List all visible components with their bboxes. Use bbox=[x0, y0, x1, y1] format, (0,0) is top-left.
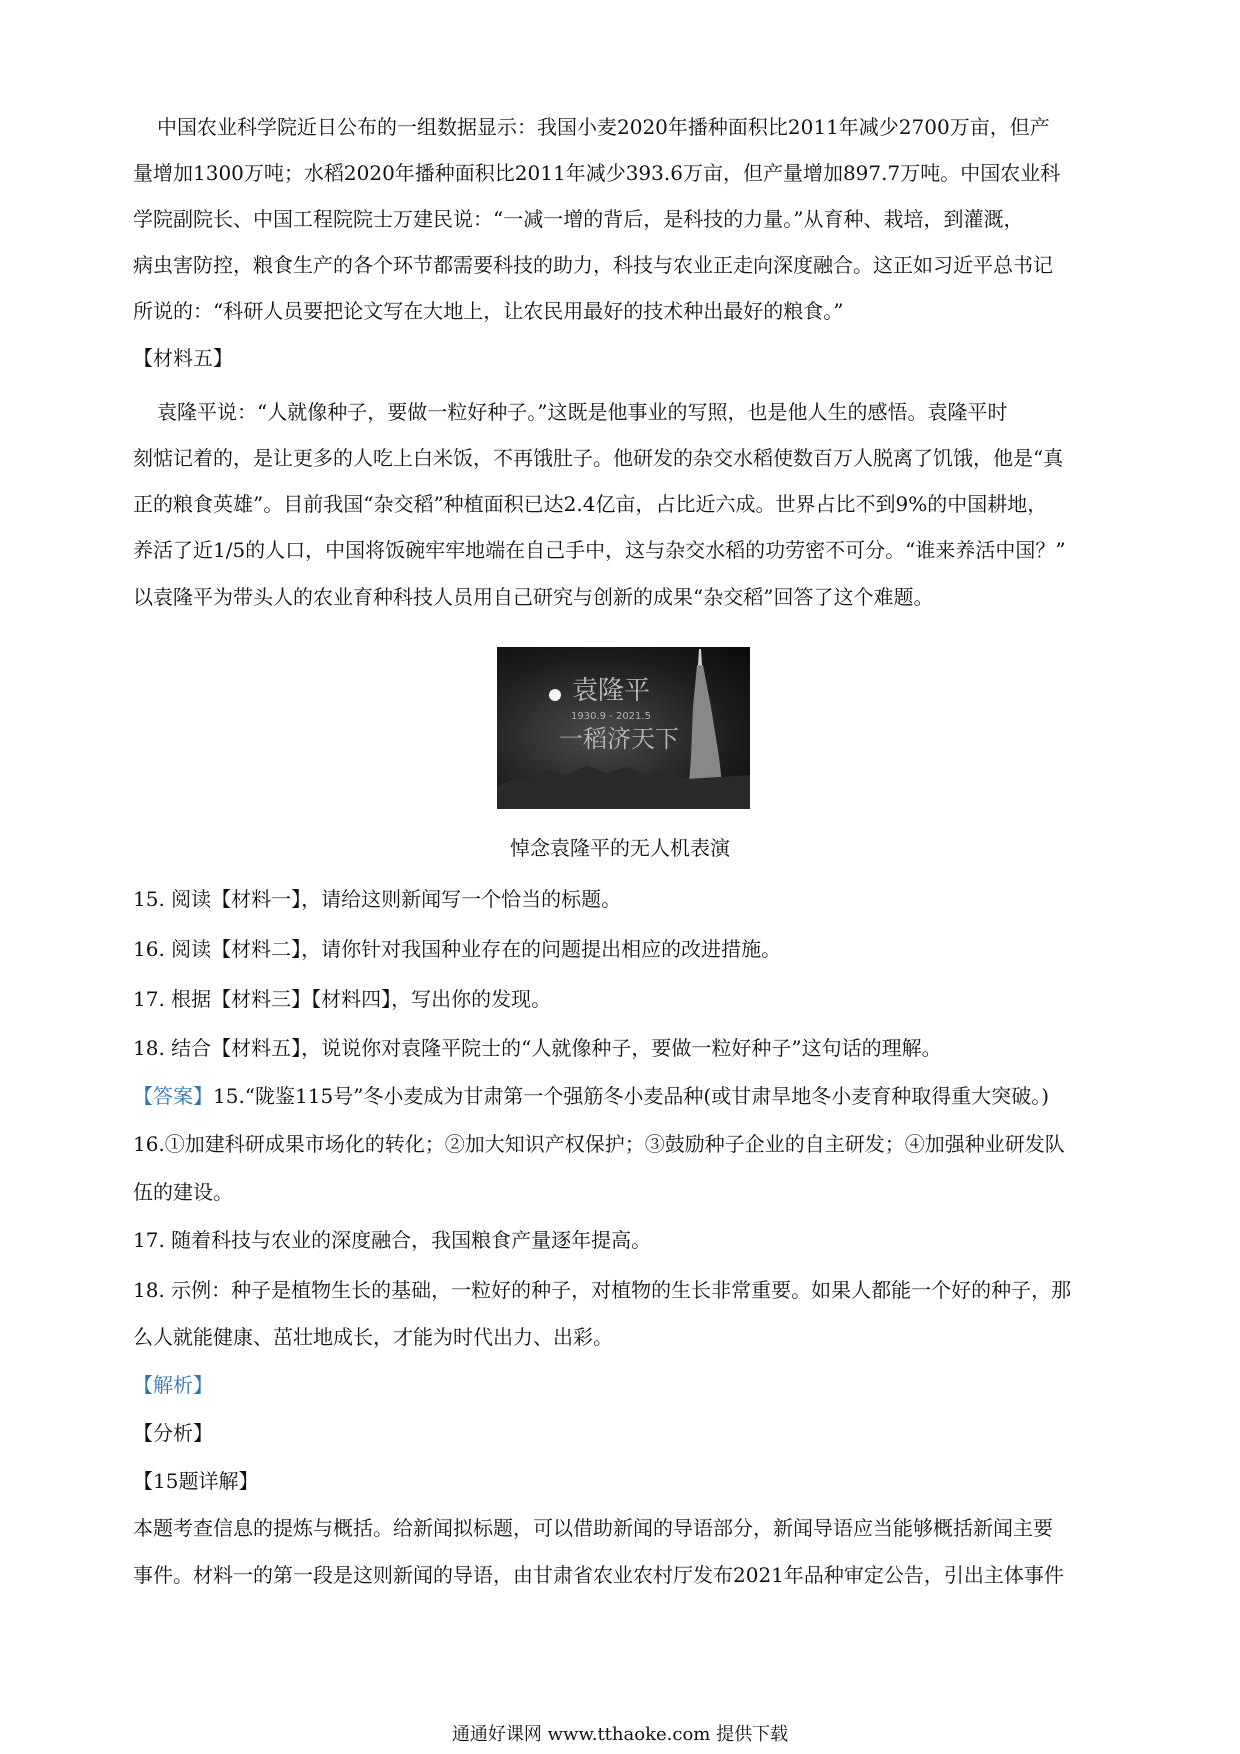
question-16: 16. 阅读【材料二】，请你针对我国种业存在的问题提出相应的改进措施。 bbox=[133, 937, 782, 961]
question-15: 15. 阅读【材料一】，请给这则新闻写一个恰当的标题。 bbox=[133, 887, 622, 911]
figure-caption: 悼念袁隆平的无人机表演 bbox=[510, 836, 730, 860]
material4-line-2: 量增加1300万吨；水稻2020年播种面积比2011年减少393.6万亩，但产量增加897.7万吨。中国农业科 bbox=[133, 161, 1061, 185]
moon-shape bbox=[549, 689, 561, 701]
detail-15-heading: 【15题详解】 bbox=[133, 1469, 259, 1493]
material5-line-1: 袁隆平说：“人就像种子，要做一粒好种子。”这既是他事业的写照，也是他人生的感悟。袁隆平时 bbox=[157, 400, 1008, 424]
footer-download-notice: 通通好课网 www.tthaoke.com 提供下载 bbox=[451, 1724, 789, 1745]
analysis-label: 【解析】 bbox=[133, 1373, 213, 1397]
material4-line-4: 病虫害防控，粮食生产的各个环节都需要科技的助力，科技与农业正走向深度融合。这正如习近平总书记 bbox=[133, 253, 1053, 277]
drone-show-illustration bbox=[497, 647, 750, 809]
answer-16-line-2: 伍的建设。 bbox=[133, 1180, 233, 1204]
material5-line-4: 养活了近1/5的人口，中国将饭碗牢牢地端在自己手中，这与杂交水稻的功劳密不可分。“谁来养活中国？” bbox=[133, 538, 1066, 562]
answer-15-row bbox=[133, 1082, 1133, 1110]
drone-text-name: 袁隆平 bbox=[572, 676, 651, 706]
drone-show-photo bbox=[497, 647, 750, 809]
question-17: 17. 根据【材料三】【材料四】，写出你的发现。 bbox=[133, 987, 552, 1011]
answer-18-line-2: 么人就能健康、茁壮地成长，才能为时代出力、出彩。 bbox=[133, 1325, 613, 1349]
material5-heading: 【材料五】 bbox=[133, 346, 233, 370]
answer-16-line-1: 16.①加建科研成果市场化的转化；②加大知识产权保护；③鼓励种子企业的自主研发；④加强种业研发队 bbox=[133, 1132, 1065, 1156]
material5-line-5: 以袁隆平为带头人的农业育种科技人员用自己研究与创新的成果“杂交稻”回答了这个难题。 bbox=[133, 585, 934, 609]
material5-line-3: 正的粮食英雄”。目前我国“杂交稻”种植面积已达2.4亿亩，占比近六成。世界占比不到9%的中国耕地， bbox=[133, 492, 1048, 516]
analysis-line-1: 本题考查信息的提炼与概括。给新闻拟标题，可以借助新闻的导语部分，新闻导语应当能够概括新闻主要 bbox=[133, 1516, 1053, 1540]
question-18: 18. 结合【材料五】，说说你对袁隆平院士的“人就像种子，要做一粒好种子”这句话的理解。 bbox=[133, 1036, 942, 1060]
material4-line-1: 中国农业科学院近日公布的一组数据显示：我国小麦2020年播种面积比2011年减少2700万亩，但产 bbox=[157, 115, 1050, 139]
answer-label: 【答案】 bbox=[133, 1084, 213, 1108]
drone-text-dates: 1930.9 - 2021.5 bbox=[571, 711, 651, 722]
answer-18-line-1: 18. 示例：种子是植物生长的基础，一粒好的种子，对植物的生长非常重要。如果人都能一个好的种子，那 bbox=[133, 1278, 1072, 1302]
tower-spire bbox=[698, 649, 702, 665]
answer-15: 15.“陇鉴115号”冬小麦成为甘肃第一个强筋冬小麦品种(或甘肃旱地冬小麦育种取得重大突破。) bbox=[213, 1084, 1050, 1108]
analysis-heading: 【分析】 bbox=[133, 1421, 213, 1445]
answer-17: 17. 随着科技与农业的深度融合，我国粮食产量逐年提高。 bbox=[133, 1228, 652, 1252]
drone-text-slogan: 一稻济天下 bbox=[559, 725, 679, 753]
material5-line-2: 刻惦记着的，是让更多的人吃上白米饭，不再饿肚子。他研发的杂交水稻使数百万人脱离了饥饿，他是“真 bbox=[133, 446, 1064, 470]
material4-line-3: 学院副院长、中国工程院院士万建民说：“一减一增的背后，是科技的力量。”从育种、栽培，到灌溉， bbox=[133, 207, 1024, 231]
analysis-line-2: 事件。材料一的第一段是这则新闻的导语，由甘肃省农业农村厅发布2021年品种审定公告，引出主体事件 bbox=[133, 1563, 1064, 1587]
material4-line-5: 所说的：“科研人员要把论文写在大地上，让农民用最好的技术种出最好的粮食。” bbox=[133, 299, 844, 323]
